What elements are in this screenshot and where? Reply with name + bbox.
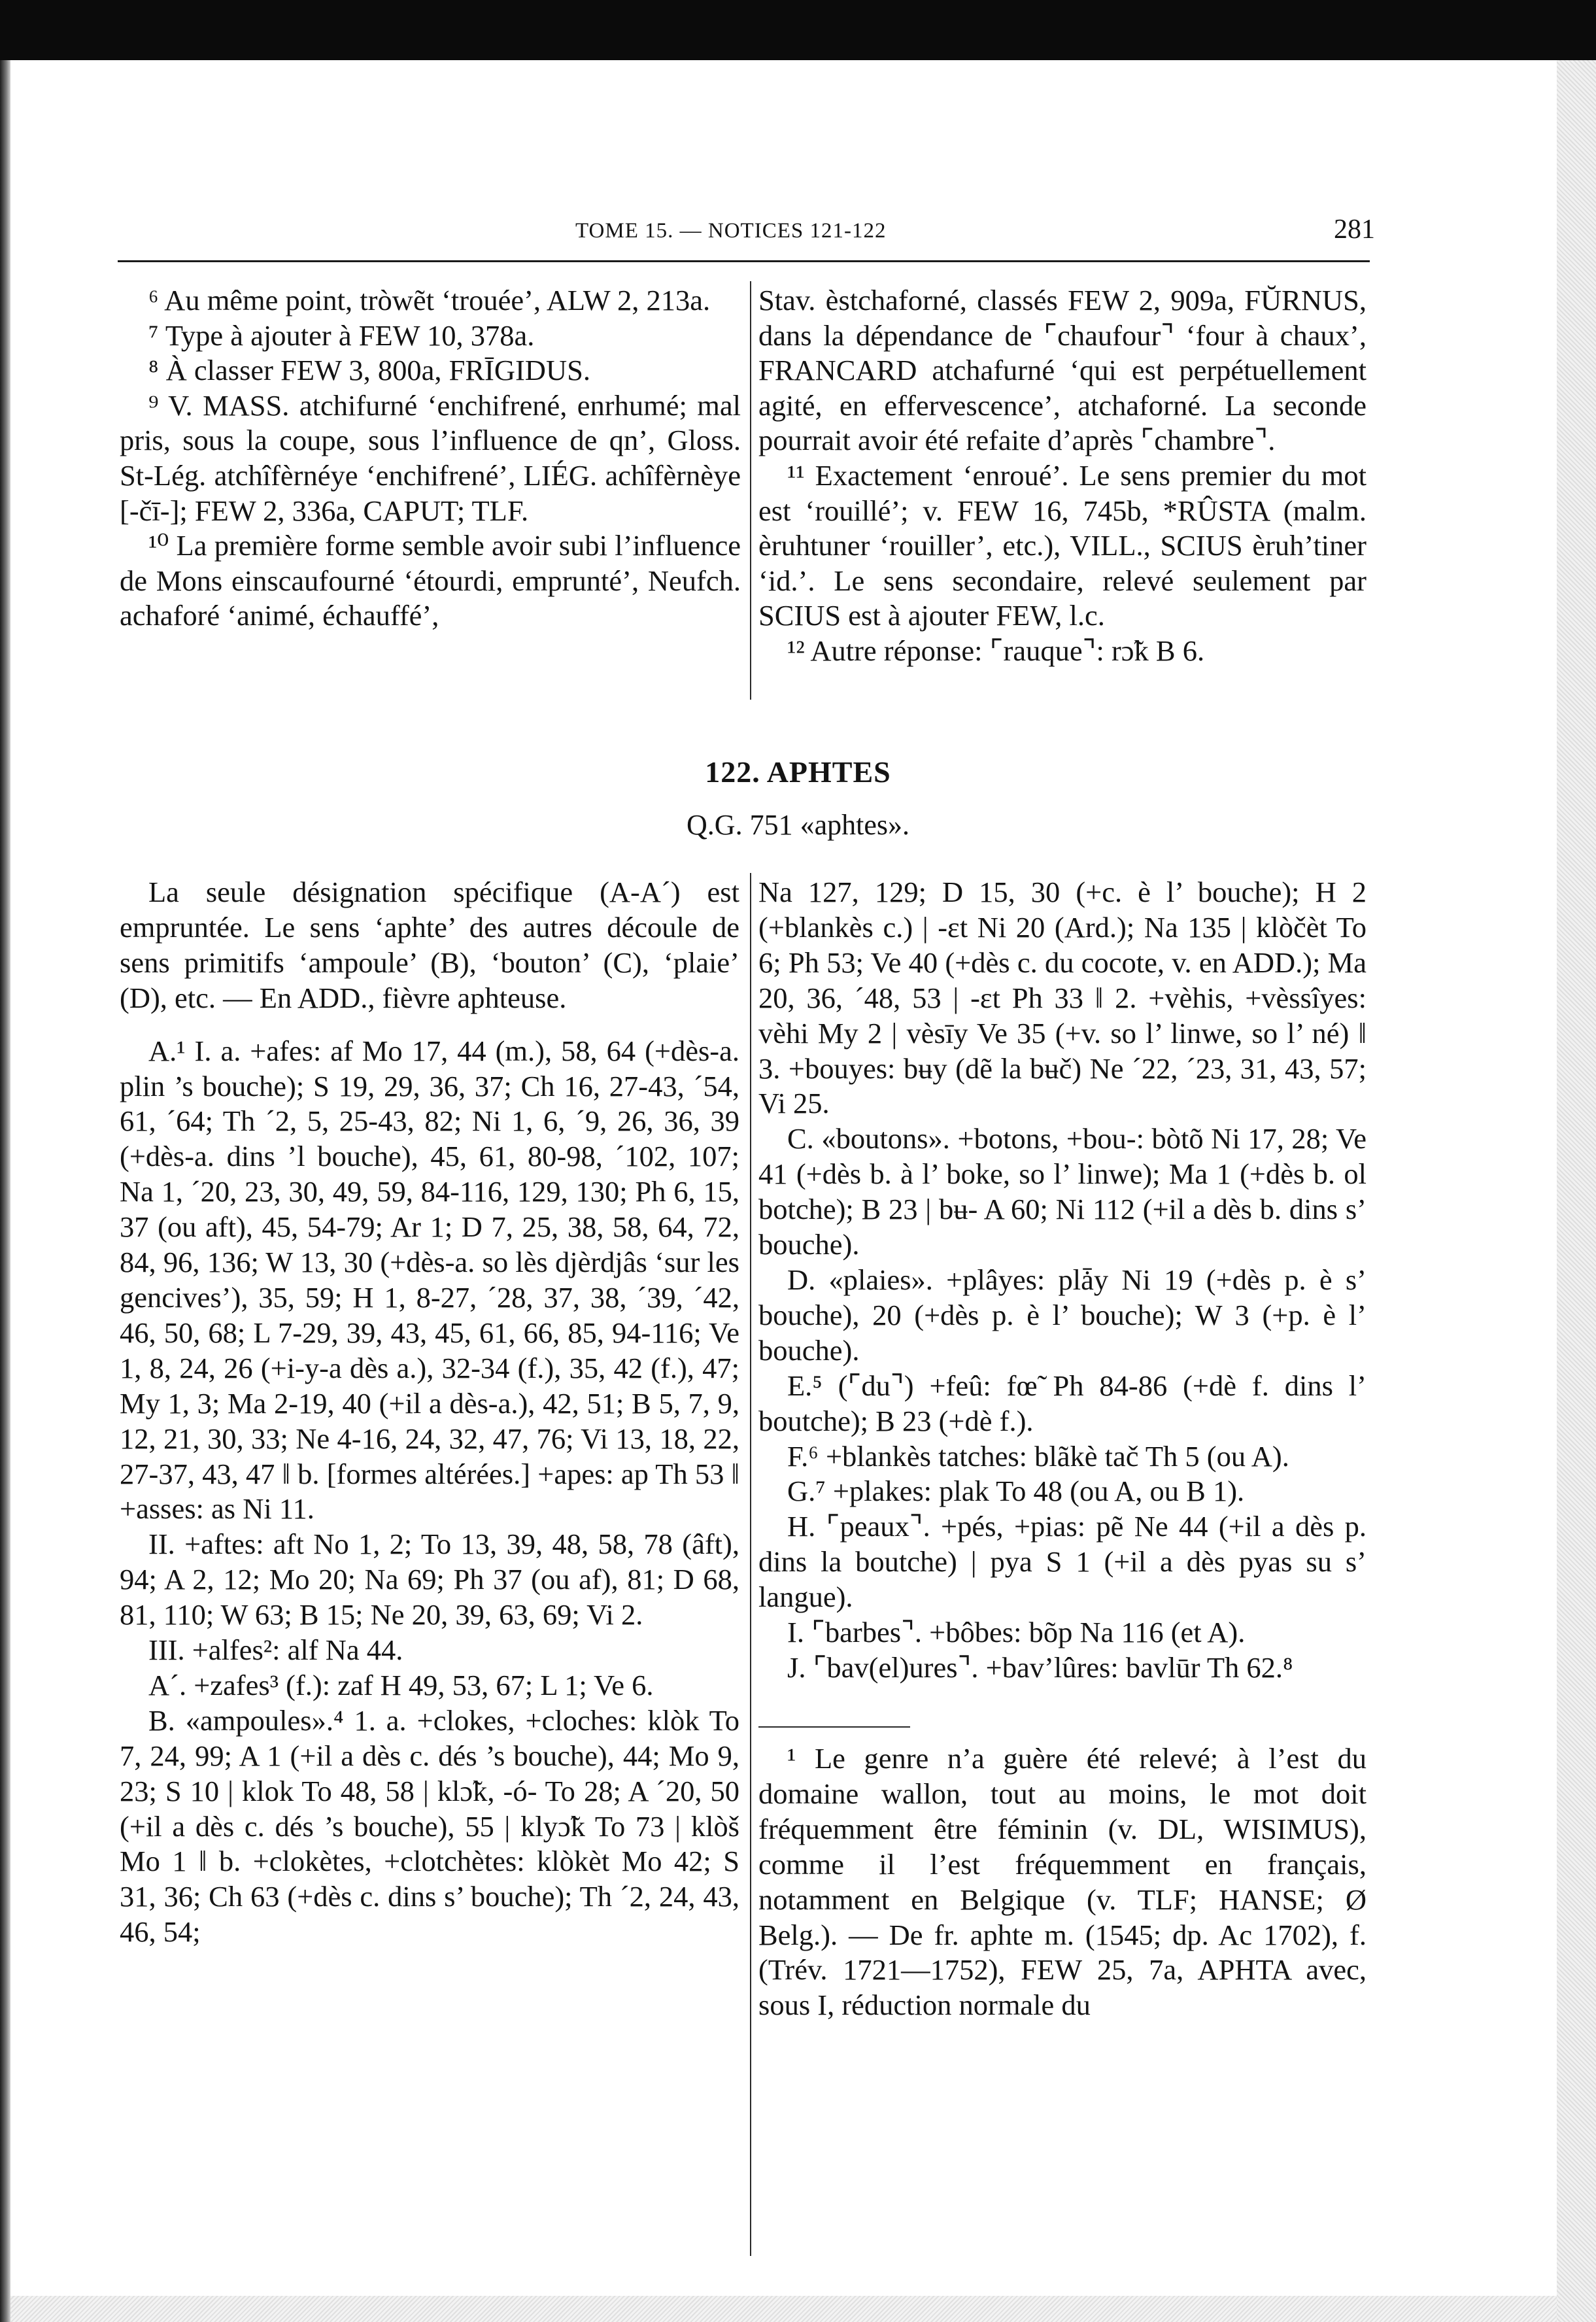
footnotes-top-left (120, 283, 741, 634)
footnote-1 (758, 1741, 1367, 2023)
section-e: E.⁵ (⌜du⌝) +feû: fœ̃ Ph 84-86 (+dè f. dins l’ boutche); B 23 (+dè f.). (758, 1369, 1367, 1437)
footnote-7: ⁷ Type à ajouter à FEW 10, 378a. (148, 318, 535, 352)
section-j: J. ⌜bav(el)ures⌝. +bav’lûres: bavlūr Th 62.⁸ (787, 1650, 1293, 1684)
footnote-12: ¹² Autre réponse: ⌜rauque⌝: rɔ̃k B 6. (787, 634, 1205, 667)
main-column-right (758, 875, 1367, 1686)
column-rule-top (750, 281, 751, 700)
section-a-iii: III. +alfes²: alf Na 44. (148, 1633, 403, 1667)
section-a-ii: II. +aftes: aft No 1, 2; To 13, 39, 48, 58, 78 (âft), 94; A 2, 12; Mo 20; Na 69; Ph 37 (ou af), 81; D 68, 81, 110; W 63; B 15; Ne 20, 39, 63, 69; Vi 2. (120, 1528, 739, 1631)
section-h: H. ⌜peaux⌝. +pés, +pias: pẽ Ne 44 (+il a dès p. dins la boutche) | pya S 1 (+il a dès pyas su s’ langue). (758, 1510, 1367, 1614)
section-a-i: A.¹ I. a. +afes: af Mo 17, 44 (m.), 58, 64 (+dès-a. plin ’s bouche); S 19, 29, 36, 37; Ch 16, 27-43, ´54, 61, ´64; Th ´2, 5, 25-43, 82; Ni 1, 6, ´9, 26, 36, 39 (+dès-a. dins ’l bouche), 45, 61, 80-98, ´102, 107; Na 1, ´20, 23, 30, 49, 59, 84-116, 129, 130; Ph 6, 15, 37 (ou aft), 45, 54-79; Ar 1; D 7, 25, 38, 58, 64, 72, 84, 96, 136; W 13, 30 (+dès-a. so lès djèrdjâs ‘sur les gencives’), 35, 59; H 1, 8-27, ´28, 37, 38, ´39, ´42, 46, 50, 68; L 7-29, 39, 43, 45, 61, 66, 85, 94-116; Ve 1, 8, 24, 26 (+i-y-a dès a.), 32-34 (f.), 35, 42 (f.), 47; My 1, 3; Ma 2-19, 40 (+il a dès-a.), 42, 51; B 5, 7, 9, 12, 21, 30, 33; Ne 4-16, 24, 32, 47, 76; Vi 13, 18, 22, 27-37, 43, 47 ‖ b. [formes altérées.] +apes: ap Th 53 ‖ +asses: as Ni 11. (120, 1034, 739, 1526)
main-column-left (120, 875, 739, 1950)
article-title: 122. APHTES (705, 755, 891, 789)
section-d: D. «plaies». +plâyes: plǡy Ni 19 (+dès p. è s’ bouche), 20 (+dès p. è l’ bouche); W 3 (+p. è l’ bouche). (758, 1263, 1367, 1367)
footnote-11: ¹¹ Exactement ‘enroué’. Le sens premier du mot est ‘rouillé’; v. FEW 16, 745b, *RÛSTA (malm. èruhtuner ‘rouiller’, etc.), VILL., SCIUS èruh’tiner ‘id.’. Le sens secondaire, relevé seulement par SCIUS est à ajouter FEW, l.c. (758, 458, 1367, 632)
page-number: 281 (1334, 214, 1375, 245)
section-f: F.⁶ +blankès tatches: blãkè tač Th 5 (ou A). (787, 1439, 1289, 1473)
section-a-prime: A´. +zafes³ (f.): zaf H 49, 53, 67; L 1; Ve 6. (148, 1668, 654, 1701)
footnote-10-continued: Stav. èstchaforné, classés FEW 2, 909a, FŬRNUS, dans la dépendance de ⌜chaufour⌝ ‘four à chaux’, FRANCARD atchafurné ‘qui est perpétuellement agité, en effervescence’, atchaforné. La seconde pourrait avoir été refaite d’après ⌜chambre⌝. (758, 284, 1367, 457)
footnote-6: ⁶ Au même point, tròwẽt ‘trouée’, ALW 2, 213a. (148, 284, 711, 316)
section-i: I. ⌜barbes⌝. +bôbes: bõp Na 116 (et A). (787, 1616, 1246, 1649)
running-head: TOME 15. — NOTICES 121-122 (575, 219, 887, 243)
footnote-separator (758, 1726, 910, 1728)
article-subtitle: Q.G. 751 «aphtes». (687, 809, 909, 841)
header-rule (118, 260, 1370, 262)
column-rule-main (750, 873, 751, 2256)
intro-paragraph: La seule désignation spécifique (A-A´) est empruntée. Le sens ‘aphte’ des autres découle de sens primitifs ‘ampoule’ (B), ‘bouton’ (C), ‘plaie’ (D), etc. — En ADD., fièvre aphteuse. (120, 876, 739, 1014)
section-g: G.⁷ +plakes: plak To 48 (ou A, ou B 1). (787, 1475, 1245, 1508)
section-b: B. «ampoules».⁴ 1. a. +clokes, +cloches: klòk To 7, 24, 99; A 1 (+il a dès c. dés ’s bouche), 44; Mo 9, 23; S 10 | klok To 48, 58 | klɔ̃k, -ó- To 28; A ´20, 50 (+il a dès c. dés ’s bouche), 55 | klyɔ̃k To 73 | klòš Mo 1 ‖ b. +clokètes, +clotchètes: klòkèt Mo 42; S 31, 36; Ch 63 (+dès c. dins s’ bouche); Th ´2, 24, 43, 46, 54; (120, 1703, 739, 1949)
paragraph-gap (120, 1016, 739, 1034)
footnote-9: ⁹ V. MASS. atchifurné ‘enchifrené, enrhumé; mal pris, sous la coupe, sous l’influence de qn’, Gloss. St-Lég. atchîfèrnéye ‘enchifrené’, LIÉG. achîfèrnèye [-čī-]; FEW 2, 336a, CAPUT; TLF. (120, 388, 741, 527)
footnote-10: ¹⁰ La première forme semble avoir subi l’influence de Mons einscaufourné ‘étourdi, emprunté’, Neufch. achaforé ‘animé, échauffé’, (120, 529, 741, 632)
footnote-8: ⁸ À classer FEW 3, 800a, FRĪGIDUS. (148, 354, 590, 387)
section-b-continued: Na 127, 129; D 15, 30 (+c. è l’ bouche); H 2 (+blankès c.) | -ɛt Ni 20 (Ard.); Na 135 | klòčèt To 6; Ph 53; Ve 40 (+dès c. du cocote, v. en ADD.); Ma 20, 36, ´48, 53 | -ɛt Ph 33 ‖ 2. +vèhis, +vèssîyes: vèhi My 2 | vèsīy Ve 35 (+v. so l’ linwe, so l’ né) ‖ 3. +bouyes: bʉy (dẽ la bʉč) Ne ´22, ´23, 31, 43, 57; Vi 25. (758, 876, 1367, 1120)
section-c: C. «boutons». +botons, +bou-: bòtõ Ni 17, 28; Ve 41 (+dès b. à l’ boke, so l’ linwe); Ma 1 (+dès b. ol botche); B 23 | bʉ- A 60; Ni 112 (+il a dès b. dins s’ bouche). (758, 1122, 1367, 1261)
footnotes-top-right (758, 283, 1367, 669)
footnote-1-text: ¹ Le genre n’a guère été relevé; à l’est du domaine wallon, tout au moins, le mot doit fréquemment être féminin (v. DL, WISIMUS), comme il l’est fréquemment en français, notamment en Belgique (v. TLF; HANSE; Ø Belg.). — De fr. aphte m. (1545; dp. Ac 1702), f. (Trév. 1721—1752), FEW 25, 7a, APHTA avec, sous I, réduction normale du (758, 1742, 1367, 2022)
